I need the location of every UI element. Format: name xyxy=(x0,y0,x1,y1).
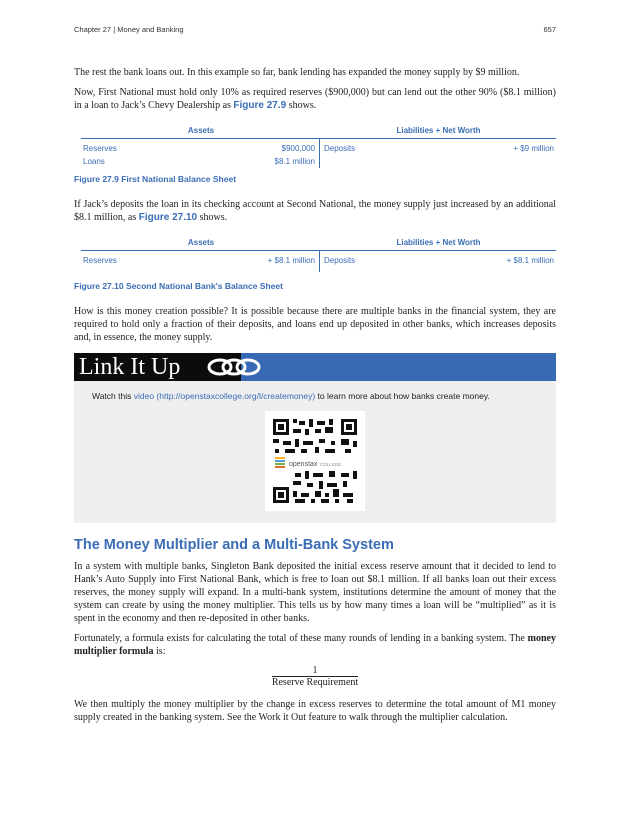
liabilities-header: Liabilities + Net Worth xyxy=(396,237,481,247)
link-it-up-banner xyxy=(74,353,556,381)
page-header xyxy=(74,25,556,34)
paragraph: We then multiply the money multiplier by the change in excess reserves to determine the total amount of M1 money supply created in the banking system. See the Work it Out feature to walk through the multiplier calculation. xyxy=(74,699,556,723)
chain-link-icon xyxy=(206,357,262,377)
key-term: money multiplier formula xyxy=(74,633,556,657)
table-row: Deposits + $9 million xyxy=(324,144,554,153)
video-link[interactable]: video (http://openstaxcollege.org/l/createmoney) xyxy=(133,391,316,401)
table-header xyxy=(81,234,556,251)
paragraph: How is this money creation possible? It is possible because there are multiple banks in the financial system, they are required to hold only a fraction of their deposits, and loans end up deposited in other banks, which increases deposits and, in essence, the money supply. xyxy=(74,306,556,343)
balance-sheet-table xyxy=(81,234,556,272)
table-row: Reserves $900,000 xyxy=(83,144,315,153)
figure-link[interactable]: Figure 27.9 xyxy=(233,100,287,111)
formula-denominator: Reserve Requirement xyxy=(271,677,359,688)
liabilities-header: Liabilities + Net Worth xyxy=(396,125,481,135)
table-row: Reserves + $8.1 million xyxy=(83,256,315,265)
link-it-up-text: Watch this video (http://openstaxcollege.org/l/createmoney) to learn more about how banks create money. xyxy=(92,391,490,401)
paragraph: The rest the bank loans out. In this example so far, bank lending has expanded the money supply by $9 million. xyxy=(74,67,520,78)
link-it-up-box xyxy=(74,353,556,523)
formula-numerator: 1 xyxy=(272,665,358,677)
qr-brand-text: COLLEGE xyxy=(320,462,342,467)
qr-code[interactable] xyxy=(265,411,365,511)
qr-brand-text: openstax xyxy=(289,461,318,468)
page-number: 657 xyxy=(543,25,556,34)
figure-caption: Figure 27.10 Second National Bank's Balance Sheet xyxy=(74,281,283,291)
paragraph: If Jack’s deposits the loan in its checking account at Second National, the money supply just increased by an additional $8.1 million, as Figure 27.10 shows. xyxy=(74,199,556,223)
page-content xyxy=(74,66,556,731)
paragraph: Fortunately, a formula exists for calculating the total of these many rounds of lending in a banking system. The money multiplier formula is: xyxy=(74,633,556,657)
figure-link[interactable]: Figure 27.10 xyxy=(138,212,198,223)
figure-caption: Figure 27.9 First National Balance Sheet xyxy=(74,174,237,184)
assets-header: Assets xyxy=(187,125,215,135)
table-header xyxy=(81,122,556,139)
section-title: The Money Multiplier and a Multi-Bank System xyxy=(74,537,394,553)
assets-header: Assets xyxy=(187,237,215,247)
table-row: Deposits + $8.1 million xyxy=(324,256,554,265)
chapter-title: Chapter 27 | Money and Banking xyxy=(74,25,184,34)
paragraph: Now, First National must hold only 10% as required reserves ($900,000) but can lend out the other 90% ($8.1 million) in a loan to Jack’s Chevy Dealership as Figure 27.9 shows. xyxy=(74,87,556,111)
balance-sheet-table xyxy=(81,122,556,168)
link-it-up-title: Link It Up xyxy=(74,353,241,381)
money-multiplier-formula xyxy=(74,665,556,689)
table-row: Loans $8.1 million xyxy=(83,157,315,166)
paragraph: In a system with multiple banks, Singleton Bank deposited the initial excess reserve amount that it decided to lend to Hank’s Auto Supply into First National Bank, which is free to loan out $8.1 million. If all banks loan out their excess reserves, the money supply will expand. In a multi-bank system, institutions determine the amount of money that the system can create by using the money multiplier. This tells us by how many times a loan will be “multiplied” as it is spent in the economy and then re-deposited in other banks. xyxy=(74,561,556,624)
